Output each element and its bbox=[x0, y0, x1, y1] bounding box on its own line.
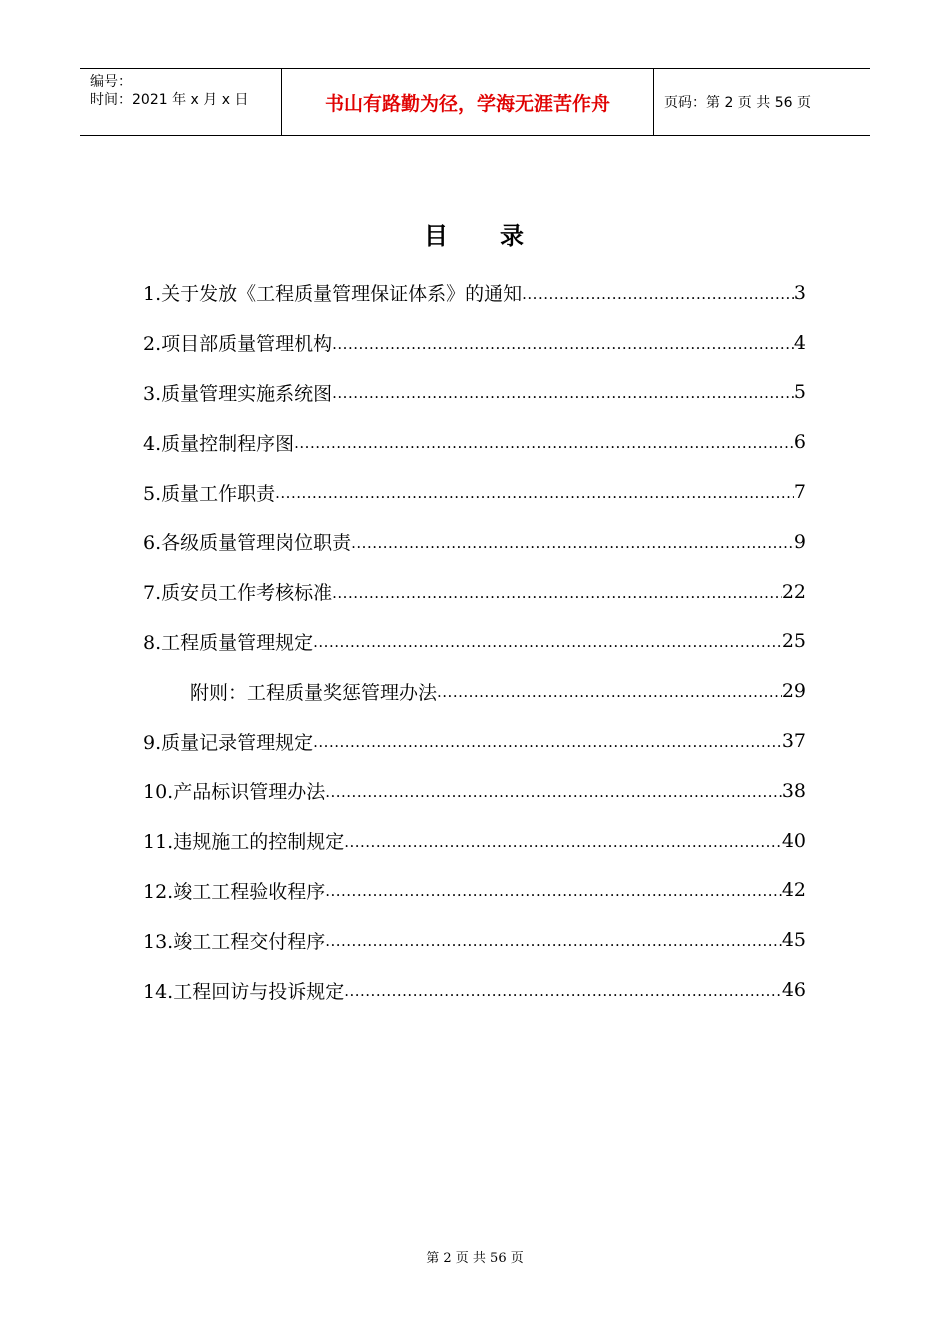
toc-entry-text: 13.竣工工程交付程序 bbox=[143, 930, 326, 953]
toc-entry-text: 12.竣工工程验收程序 bbox=[143, 880, 326, 903]
toc-entry-page: 22 bbox=[781, 580, 806, 603]
toc-entry-text: 3.质量管理实施系统图 bbox=[143, 382, 333, 405]
toc-dot-leader bbox=[344, 980, 782, 1000]
page-footer: 第 2 页 共 56 页 bbox=[426, 1251, 524, 1266]
toc-entry-text: 6.各级质量管理岗位职责 bbox=[143, 532, 352, 555]
toc-dot-leader bbox=[325, 930, 782, 950]
toc-entry[interactable] bbox=[143, 268, 806, 318]
toc-entry-text: 14.工程回访与投诉规定 bbox=[143, 980, 345, 1003]
toc-dot-leader bbox=[332, 382, 794, 402]
toc-dot-leader bbox=[325, 880, 782, 900]
time-label: 时间：2021 年 x 月 x 日 bbox=[90, 92, 249, 108]
toc-entry-page: 6 bbox=[793, 431, 806, 454]
toc-entry-page: 42 bbox=[781, 879, 806, 902]
toc-dot-leader bbox=[325, 781, 782, 801]
header-page-info: 页码：第 2 页 共 56 页 bbox=[664, 95, 811, 111]
toc-entry[interactable] bbox=[143, 318, 806, 368]
toc-dot-leader bbox=[332, 333, 794, 353]
toc-entry[interactable] bbox=[143, 567, 806, 617]
toc-entry-text: 1.关于发放《工程质量管理保证体系》的通知 bbox=[143, 283, 523, 306]
toc-list bbox=[143, 268, 806, 1015]
toc-entry-text: 2.项目部质量管理机构 bbox=[143, 333, 333, 356]
toc-dot-leader bbox=[332, 582, 782, 602]
toc-entry[interactable] bbox=[143, 467, 806, 517]
toc-entry-page: 4 bbox=[793, 331, 806, 354]
toc-entry[interactable] bbox=[143, 517, 806, 567]
toc-dot-leader bbox=[522, 283, 794, 303]
toc-entry[interactable] bbox=[143, 617, 806, 667]
toc-entry-page: 40 bbox=[781, 829, 806, 852]
toc-entry-page: 46 bbox=[781, 979, 806, 1002]
toc-entry[interactable] bbox=[143, 915, 806, 965]
toc-entry[interactable] bbox=[143, 866, 806, 916]
toc-entry-text: 4.质量控制程序图 bbox=[143, 432, 295, 455]
header-meta-cell bbox=[80, 69, 282, 135]
toc-entry[interactable] bbox=[143, 368, 806, 418]
toc-entry-text: 7.质安员工作考核标准 bbox=[143, 582, 333, 605]
toc-dot-leader bbox=[313, 731, 782, 751]
number-label: 编号： bbox=[90, 74, 132, 90]
toc-entry[interactable] bbox=[143, 816, 806, 866]
toc-entry-page: 37 bbox=[781, 730, 806, 753]
toc-entry-text: 9.质量记录管理规定 bbox=[143, 731, 314, 754]
toc-entry-text: 附则：工程质量奖惩管理办法 bbox=[190, 681, 438, 704]
toc-entry[interactable] bbox=[143, 417, 806, 467]
toc-entry-text: 10.产品标识管理办法 bbox=[143, 781, 326, 804]
toc-entry-page: 25 bbox=[781, 630, 806, 653]
toc-entry-text: 11.违规施工的控制规定 bbox=[143, 831, 345, 854]
toc-entry-page: 7 bbox=[793, 481, 806, 504]
toc-entry[interactable] bbox=[143, 766, 806, 816]
toc-entry-text: 8.工程质量管理规定 bbox=[143, 631, 314, 654]
toc-title-part2: 录 bbox=[500, 222, 526, 250]
toc-entry-sub[interactable] bbox=[143, 666, 806, 716]
document-header bbox=[80, 68, 870, 136]
toc-dot-leader bbox=[313, 631, 782, 651]
toc-entry-page: 45 bbox=[781, 929, 806, 952]
toc-dot-leader bbox=[275, 482, 794, 502]
header-motto: 书山有路勤为径，学海无涯苦作舟 bbox=[282, 69, 654, 135]
toc-dot-leader bbox=[351, 532, 794, 552]
toc-entry[interactable] bbox=[143, 716, 806, 766]
toc-entry-page: 29 bbox=[781, 680, 806, 703]
toc-dot-leader bbox=[344, 831, 782, 851]
toc-entry-page: 3 bbox=[793, 281, 806, 304]
toc-title-part1: 目 bbox=[424, 222, 450, 250]
toc-entry-page: 9 bbox=[793, 530, 806, 553]
toc-entry-page: 38 bbox=[781, 779, 806, 802]
toc-entry-text: 5.质量工作职责 bbox=[143, 482, 276, 505]
toc-dot-leader bbox=[294, 432, 794, 452]
toc-entry[interactable] bbox=[143, 965, 806, 1015]
toc-title bbox=[0, 216, 950, 251]
toc-entry-page: 5 bbox=[793, 381, 806, 404]
toc-dot-leader bbox=[437, 681, 782, 701]
